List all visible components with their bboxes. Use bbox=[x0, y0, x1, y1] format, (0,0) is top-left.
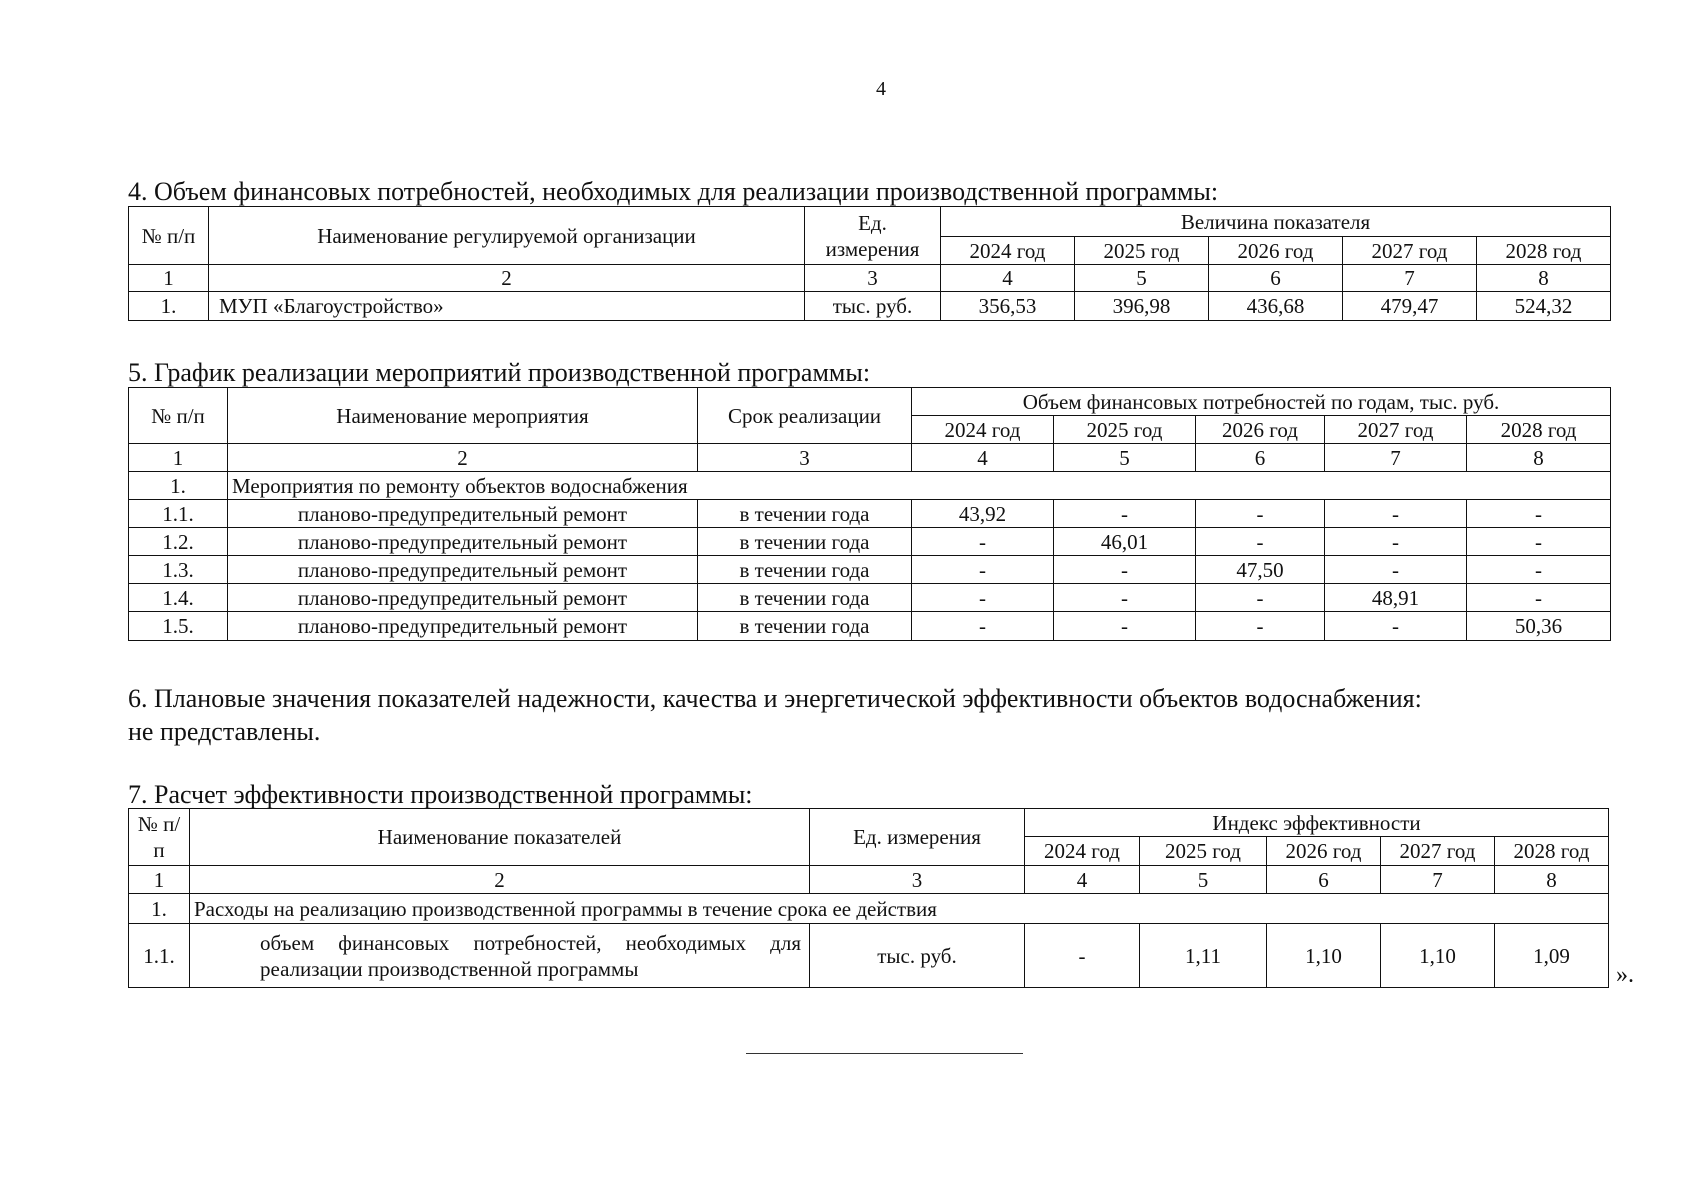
table-row bbox=[129, 612, 1611, 641]
row-value: - bbox=[1467, 500, 1611, 528]
column-index: 1 bbox=[129, 866, 190, 894]
column-index: 3 bbox=[805, 265, 941, 292]
group-row bbox=[129, 894, 1609, 924]
row-unit: тыс. руб. bbox=[810, 924, 1025, 988]
column-index: 8 bbox=[1495, 866, 1609, 894]
row-unit: тыс. руб. bbox=[805, 292, 941, 321]
group-num: 1. bbox=[129, 472, 228, 500]
row-value: 524,32 bbox=[1477, 292, 1611, 321]
row-value: 50,36 bbox=[1467, 612, 1611, 641]
row-value: 1,09 bbox=[1495, 924, 1609, 988]
row-name: планово-предупредительный ремонт bbox=[228, 528, 698, 556]
column-index: 4 bbox=[941, 265, 1075, 292]
row-term: в течении года bbox=[698, 528, 912, 556]
row-value: - bbox=[1025, 924, 1140, 988]
header-year: 2027 год bbox=[1325, 416, 1467, 444]
row-value: - bbox=[1325, 500, 1467, 528]
section-6-line-1: 6. Плановые значения показателей надежности, качества и энергетической эффективности объектов водоснабжения: bbox=[128, 684, 1422, 713]
header-year: 2024 год bbox=[1025, 837, 1140, 866]
section-7-title: 7. Расчет эффективности производственной программы: bbox=[128, 780, 753, 809]
header-year: 2027 год bbox=[1381, 837, 1495, 866]
row-name: объем финансовых потребностей, необходимых для реализации производственной программы bbox=[190, 924, 810, 988]
column-index: 2 bbox=[228, 444, 698, 472]
row-num: 1.2. bbox=[129, 528, 228, 556]
table-row bbox=[129, 500, 1611, 528]
column-index: 8 bbox=[1477, 265, 1611, 292]
column-index: 5 bbox=[1075, 265, 1209, 292]
row-value: 48,91 bbox=[1325, 584, 1467, 612]
row-org-name: МУП «Благоустройство» bbox=[209, 292, 805, 321]
row-num: 1. bbox=[129, 292, 209, 321]
row-num: 1.3. bbox=[129, 556, 228, 584]
column-index: 1 bbox=[129, 265, 209, 292]
header-num: № п/п bbox=[129, 207, 209, 265]
row-value: - bbox=[1054, 612, 1196, 641]
column-index: 3 bbox=[810, 866, 1025, 894]
table-row bbox=[129, 924, 1609, 988]
header-year: 2026 год bbox=[1267, 837, 1381, 866]
row-value: - bbox=[912, 612, 1054, 641]
row-term: в течении года bbox=[698, 584, 912, 612]
row-value: 1,10 bbox=[1267, 924, 1381, 988]
column-index: 5 bbox=[1140, 866, 1267, 894]
row-value: 47,50 bbox=[1196, 556, 1325, 584]
row-value: 479,47 bbox=[1343, 292, 1477, 321]
row-value: - bbox=[912, 556, 1054, 584]
row-value: - bbox=[1467, 556, 1611, 584]
row-term: в течении года bbox=[698, 500, 912, 528]
schedule-table bbox=[128, 387, 1611, 641]
column-index: 7 bbox=[1343, 265, 1477, 292]
column-index: 6 bbox=[1267, 866, 1381, 894]
header-year: 2028 год bbox=[1467, 416, 1611, 444]
row-term: в течении года bbox=[698, 612, 912, 641]
row-value: - bbox=[1467, 528, 1611, 556]
row-name: планово-предупредительный ремонт bbox=[228, 500, 698, 528]
column-index: 2 bbox=[190, 866, 810, 894]
group-name: Мероприятия по ремонту объектов водоснабжения bbox=[228, 472, 1611, 500]
column-index: 4 bbox=[1025, 866, 1140, 894]
header-value-group: Объем финансовых потребностей по годам, тыс. руб. bbox=[912, 388, 1611, 416]
financial-needs-table bbox=[128, 206, 1611, 321]
row-value: 1,10 bbox=[1381, 924, 1495, 988]
table-row bbox=[129, 584, 1611, 612]
column-index: 8 bbox=[1467, 444, 1611, 472]
row-value: - bbox=[912, 584, 1054, 612]
row-num: 1.4. bbox=[129, 584, 228, 612]
table-row bbox=[129, 556, 1611, 584]
efficiency-table bbox=[128, 808, 1609, 988]
row-name: планово-предупредительный ремонт bbox=[228, 556, 698, 584]
header-year: 2026 год bbox=[1209, 237, 1343, 265]
row-value: - bbox=[1196, 584, 1325, 612]
group-row bbox=[129, 472, 1611, 500]
row-num: 1.1. bbox=[129, 500, 228, 528]
table-row bbox=[129, 528, 1611, 556]
page-number: 4 bbox=[876, 78, 886, 100]
table-header-row bbox=[129, 809, 1609, 837]
row-name: планово-предупредительный ремонт bbox=[228, 584, 698, 612]
row-value: - bbox=[1325, 528, 1467, 556]
header-num: № п/п bbox=[129, 809, 190, 866]
section-4-title: 4. Объем финансовых потребностей, необходимых для реализации производственной программы: bbox=[128, 177, 1219, 206]
column-index: 4 bbox=[912, 444, 1054, 472]
column-index: 3 bbox=[698, 444, 912, 472]
header-unit: Ед. измерения bbox=[805, 207, 941, 265]
header-year: 2025 год bbox=[1075, 237, 1209, 265]
column-index: 1 bbox=[129, 444, 228, 472]
row-value: 356,53 bbox=[941, 292, 1075, 321]
row-value: - bbox=[1325, 556, 1467, 584]
section-6-line-2: не представлены. bbox=[128, 717, 321, 746]
row-value: 43,92 bbox=[912, 500, 1054, 528]
header-year: 2027 год bbox=[1343, 237, 1477, 265]
row-value: 396,98 bbox=[1075, 292, 1209, 321]
group-num: 1. bbox=[129, 894, 190, 924]
section-5-title: 5. График реализации мероприятий производственной программы: bbox=[128, 358, 871, 387]
header-value-group: Величина показателя bbox=[941, 207, 1611, 237]
header-num: № п/п bbox=[129, 388, 228, 444]
row-num: 1.5. bbox=[129, 612, 228, 641]
header-name: Наименование мероприятия bbox=[228, 388, 698, 444]
table-header-row bbox=[129, 207, 1611, 237]
group-name: Расходы на реализацию производственной программы в течение срока ее действия bbox=[190, 894, 1609, 924]
row-value: 436,68 bbox=[1209, 292, 1343, 321]
table-row bbox=[129, 292, 1611, 321]
header-term: Срок реализации bbox=[698, 388, 912, 444]
row-num: 1.1. bbox=[129, 924, 190, 988]
row-value: - bbox=[1467, 584, 1611, 612]
header-year: 2028 год bbox=[1495, 837, 1609, 866]
row-value: - bbox=[1196, 528, 1325, 556]
row-term: в течении года bbox=[698, 556, 912, 584]
row-name: планово-предупредительный ремонт bbox=[228, 612, 698, 641]
row-value: - bbox=[1054, 500, 1196, 528]
header-year: 2024 год bbox=[941, 237, 1075, 265]
header-name: Наименование показателей bbox=[190, 809, 810, 866]
header-year: 2025 год bbox=[1140, 837, 1267, 866]
header-year: 2024 год bbox=[912, 416, 1054, 444]
row-value: - bbox=[1325, 612, 1467, 641]
column-index: 7 bbox=[1381, 866, 1495, 894]
column-index-row bbox=[129, 444, 1611, 472]
header-year: 2028 год bbox=[1477, 237, 1611, 265]
row-value: 1,11 bbox=[1140, 924, 1267, 988]
header-value-group: Индекс эффективности bbox=[1025, 809, 1609, 837]
row-value: - bbox=[1054, 584, 1196, 612]
column-index: 6 bbox=[1209, 265, 1343, 292]
row-value: - bbox=[1054, 556, 1196, 584]
row-value: 46,01 bbox=[1054, 528, 1196, 556]
column-index: 7 bbox=[1325, 444, 1467, 472]
header-year: 2026 год bbox=[1196, 416, 1325, 444]
column-index: 6 bbox=[1196, 444, 1325, 472]
header-year: 2025 год bbox=[1054, 416, 1196, 444]
column-index: 2 bbox=[209, 265, 805, 292]
table-header-row bbox=[129, 388, 1611, 416]
row-value: - bbox=[912, 528, 1054, 556]
header-unit: Ед. измерения bbox=[810, 809, 1025, 866]
end-divider bbox=[746, 1053, 1023, 1054]
column-index-row bbox=[129, 866, 1609, 894]
row-value: - bbox=[1196, 612, 1325, 641]
closing-quote: ». bbox=[1616, 962, 1634, 988]
header-org: Наименование регулируемой организации bbox=[209, 207, 805, 265]
row-value: - bbox=[1196, 500, 1325, 528]
column-index-row bbox=[129, 265, 1611, 292]
column-index: 5 bbox=[1054, 444, 1196, 472]
